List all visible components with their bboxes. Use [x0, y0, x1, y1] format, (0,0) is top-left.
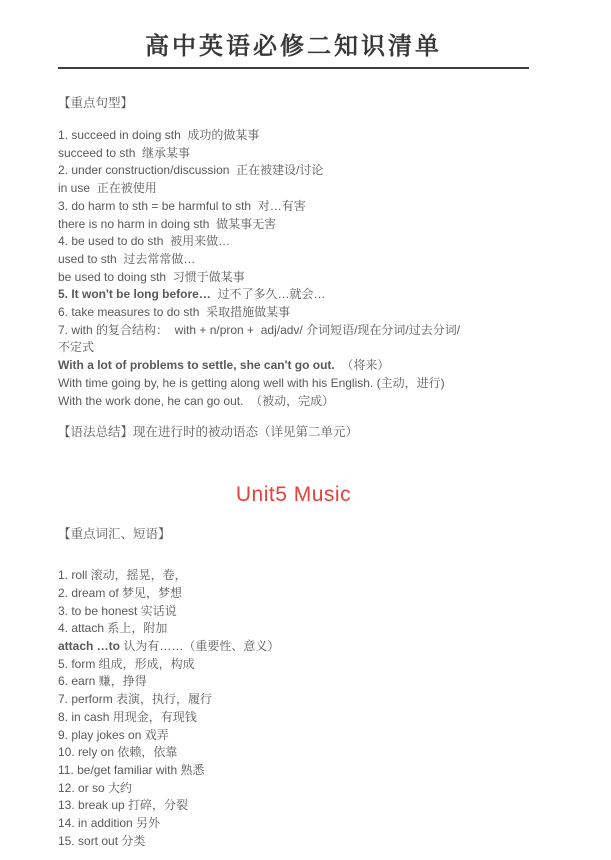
list-line-segment: 7. with 的复合结构： with + n/pron + adj/adv/ 介词短语/现在分词/过去分词/ — [58, 322, 461, 337]
list-line — [58, 815, 529, 833]
list-line-segment: 3. do harm to sth = be harmful to sth 对…有害 — [58, 198, 306, 213]
list-line-segment: 9. play jokes on 戏弄 — [58, 727, 169, 742]
list-line — [58, 709, 529, 727]
list-line-segment: 4. be used to do sth 被用来做… — [58, 234, 231, 249]
list-line — [58, 727, 529, 745]
section-heading-key-words: 【重点词汇、短语】 — [58, 527, 171, 542]
list-line — [58, 833, 529, 851]
list-line-segment: 5. form 组成，形成，构成 — [58, 656, 195, 671]
list-line-segment: attach …to — [58, 639, 121, 654]
list-line — [58, 216, 529, 234]
list-line — [58, 286, 529, 304]
list-line — [58, 357, 529, 375]
list-line — [58, 162, 529, 180]
list-line-segment: 10. rely on 依赖，依靠 — [58, 745, 178, 760]
list-line — [58, 673, 529, 691]
document-body — [0, 94, 611, 851]
list-line-segment: 6. take measures to do sth 采取措施做某事 — [58, 305, 291, 320]
list-line — [58, 339, 529, 357]
list-line-segment: （将来） — [334, 358, 390, 373]
list-line — [58, 762, 529, 780]
list-line-segment: 2. dream of 梦见，梦想 — [58, 585, 183, 600]
list-line — [58, 322, 529, 340]
list-line — [58, 304, 529, 322]
list-line-segment: 6. earn 赚，挣得 — [58, 674, 147, 689]
list-line-segment: 2. under construction/discussion 正在被建设/讨论 — [58, 163, 324, 178]
list-line-segment: 1. succeed in doing sth 成功的做某事 — [58, 128, 260, 142]
list-line-segment: in use 正在被使用 — [58, 181, 157, 196]
list-line-segment: 15. sort out 分类 — [58, 833, 146, 848]
list-line-segment: there is no harm in doing sth 做某事无害 — [58, 216, 277, 231]
grammar-summary: 【语法总结】现在进行时的被动语态（详见第二单元） — [58, 425, 359, 440]
list-line — [58, 603, 529, 621]
unit-heading: Unit5 Music — [235, 483, 352, 507]
list-line-segment: With time going by, he is getting along well with his English. (主动，进行) — [58, 375, 445, 390]
list-line — [58, 127, 529, 145]
list-line — [58, 691, 529, 709]
list-line-segment: 1. roll 滚动，摇晃，卷， — [58, 568, 187, 583]
list-line — [58, 198, 529, 216]
page-title: 高中英语必修二知识清单 — [145, 34, 442, 60]
list-line — [58, 375, 529, 393]
list-line — [58, 567, 529, 585]
list-line-segment: succeed to sth 继承某事 — [58, 145, 191, 160]
list-line — [58, 620, 529, 638]
list-line-segment: 认为有……（重要性、意义） — [120, 639, 280, 654]
list-line-segment: 8. in cash 用现金，有现钱 — [58, 709, 197, 724]
list-line — [58, 656, 529, 674]
key-words-list — [58, 567, 529, 850]
list-line — [58, 393, 529, 411]
list-line-segment: With the work done, he can go out. （被动，完成） — [58, 393, 335, 408]
list-line — [58, 585, 529, 603]
list-line-segment: 不定式 — [58, 340, 95, 355]
list-line — [58, 145, 529, 163]
list-line — [58, 797, 529, 815]
list-line — [58, 233, 529, 251]
list-line-segment: 7. perform 表演，执行，履行 — [58, 692, 213, 707]
list-line — [58, 744, 529, 762]
list-line — [58, 269, 529, 287]
list-line — [58, 638, 529, 656]
section-heading-key-sentences: 【重点句型】 — [58, 96, 134, 110]
list-line-segment: 过不了多久…就会… — [210, 287, 326, 302]
list-line-segment: 5. It won't be long before… — [58, 287, 211, 302]
key-sentences-list — [58, 127, 529, 410]
list-line-segment: 3. to be honest 实话说 — [58, 603, 177, 618]
list-line-segment: With a lot of problems to settle, she can't go out. — [58, 358, 335, 373]
list-line — [58, 780, 529, 798]
list-line-segment: used to sth 过去常常做… — [58, 251, 196, 266]
title-underline — [58, 67, 529, 69]
list-line-segment: 12. or so 大约 — [58, 780, 133, 795]
list-line-segment: 11. be/get familiar with 熟悉 — [58, 762, 205, 777]
list-line — [58, 180, 529, 198]
list-line-segment: 4. attach 系上，附加 — [58, 621, 168, 636]
list-line — [58, 251, 529, 269]
list-line-segment: 13. break up 打碎，分裂 — [58, 798, 189, 813]
list-line-segment: 14. in addition 另外 — [58, 816, 161, 831]
list-line-segment: be used to doing sth 习惯于做某事 — [58, 269, 245, 284]
